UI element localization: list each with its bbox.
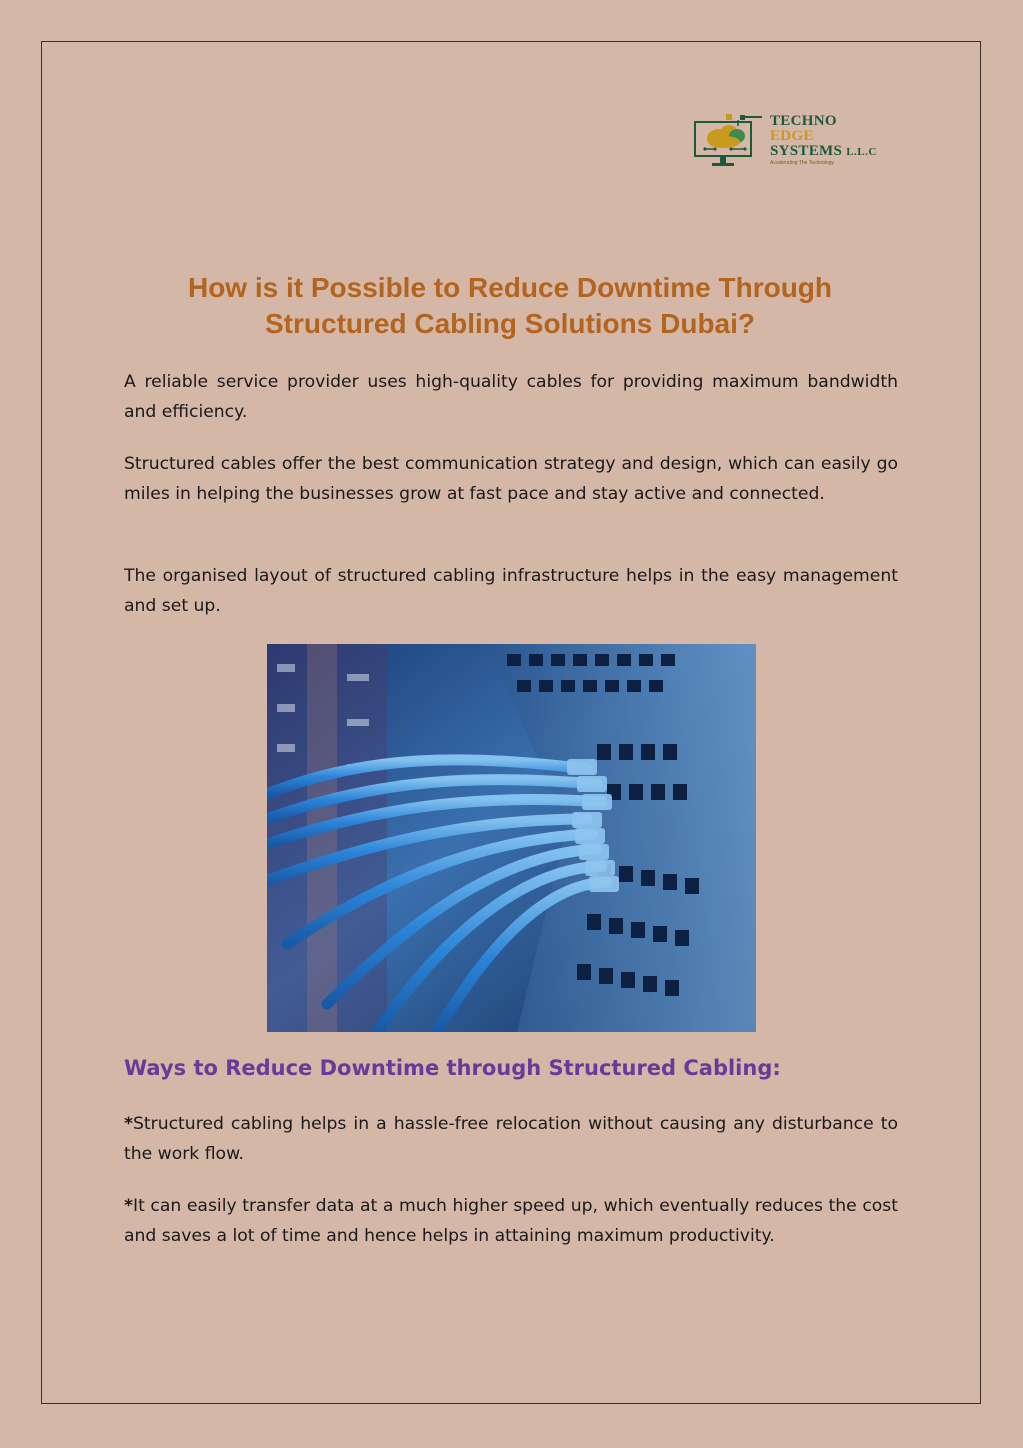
paragraph-3: The organised layout of structured cabling infrastructure helps in the easy management and set up.: [124, 566, 898, 616]
paragraph-1: A reliable service provider uses high-quality cables for providing maximum bandwidth and efficiency.: [124, 372, 898, 422]
bullet-item-2: [124, 1192, 898, 1251]
bullet-item-1: [124, 1110, 898, 1169]
network-cables-image: [267, 644, 756, 1032]
bullet-text: Structured cabling helps in a hassle-free relocation without causing any disturbance to the work flow.: [124, 1114, 898, 1164]
page-title: How is it Possible to Reduce Downtime Through Structured Cabling Solutions Dubai?: [187, 272, 833, 339]
company-logo: [694, 112, 904, 170]
logo-line-edge: EDGE: [770, 128, 814, 144]
logo-wordmark: [770, 114, 877, 160]
logo-line-systems: SYSTEMS: [770, 143, 843, 159]
bullet-text: It can easily transfer data at a much higher speed up, which eventually reduces the cost and saves a lot of time and hence helps in attaining maximum productivity.: [124, 1196, 898, 1246]
logo-tagline: Accelerating The Technology: [770, 160, 835, 166]
cables-illustration: [267, 644, 756, 1032]
bullet-mark: *: [124, 1196, 133, 1216]
logo-suffix: L.L.C: [846, 146, 877, 158]
section-subheading: Ways to Reduce Downtime through Structured Cabling:: [124, 1056, 781, 1080]
cloud-monitor-icon: [694, 112, 764, 170]
bullet-mark: *: [124, 1114, 133, 1134]
logo-line-techno: TECHNO: [770, 113, 837, 129]
paragraph-2: Structured cables offer the best communication strategy and design, which can easily go miles in helping the businesses grow at fast pace and stay active and connected.: [124, 454, 898, 504]
